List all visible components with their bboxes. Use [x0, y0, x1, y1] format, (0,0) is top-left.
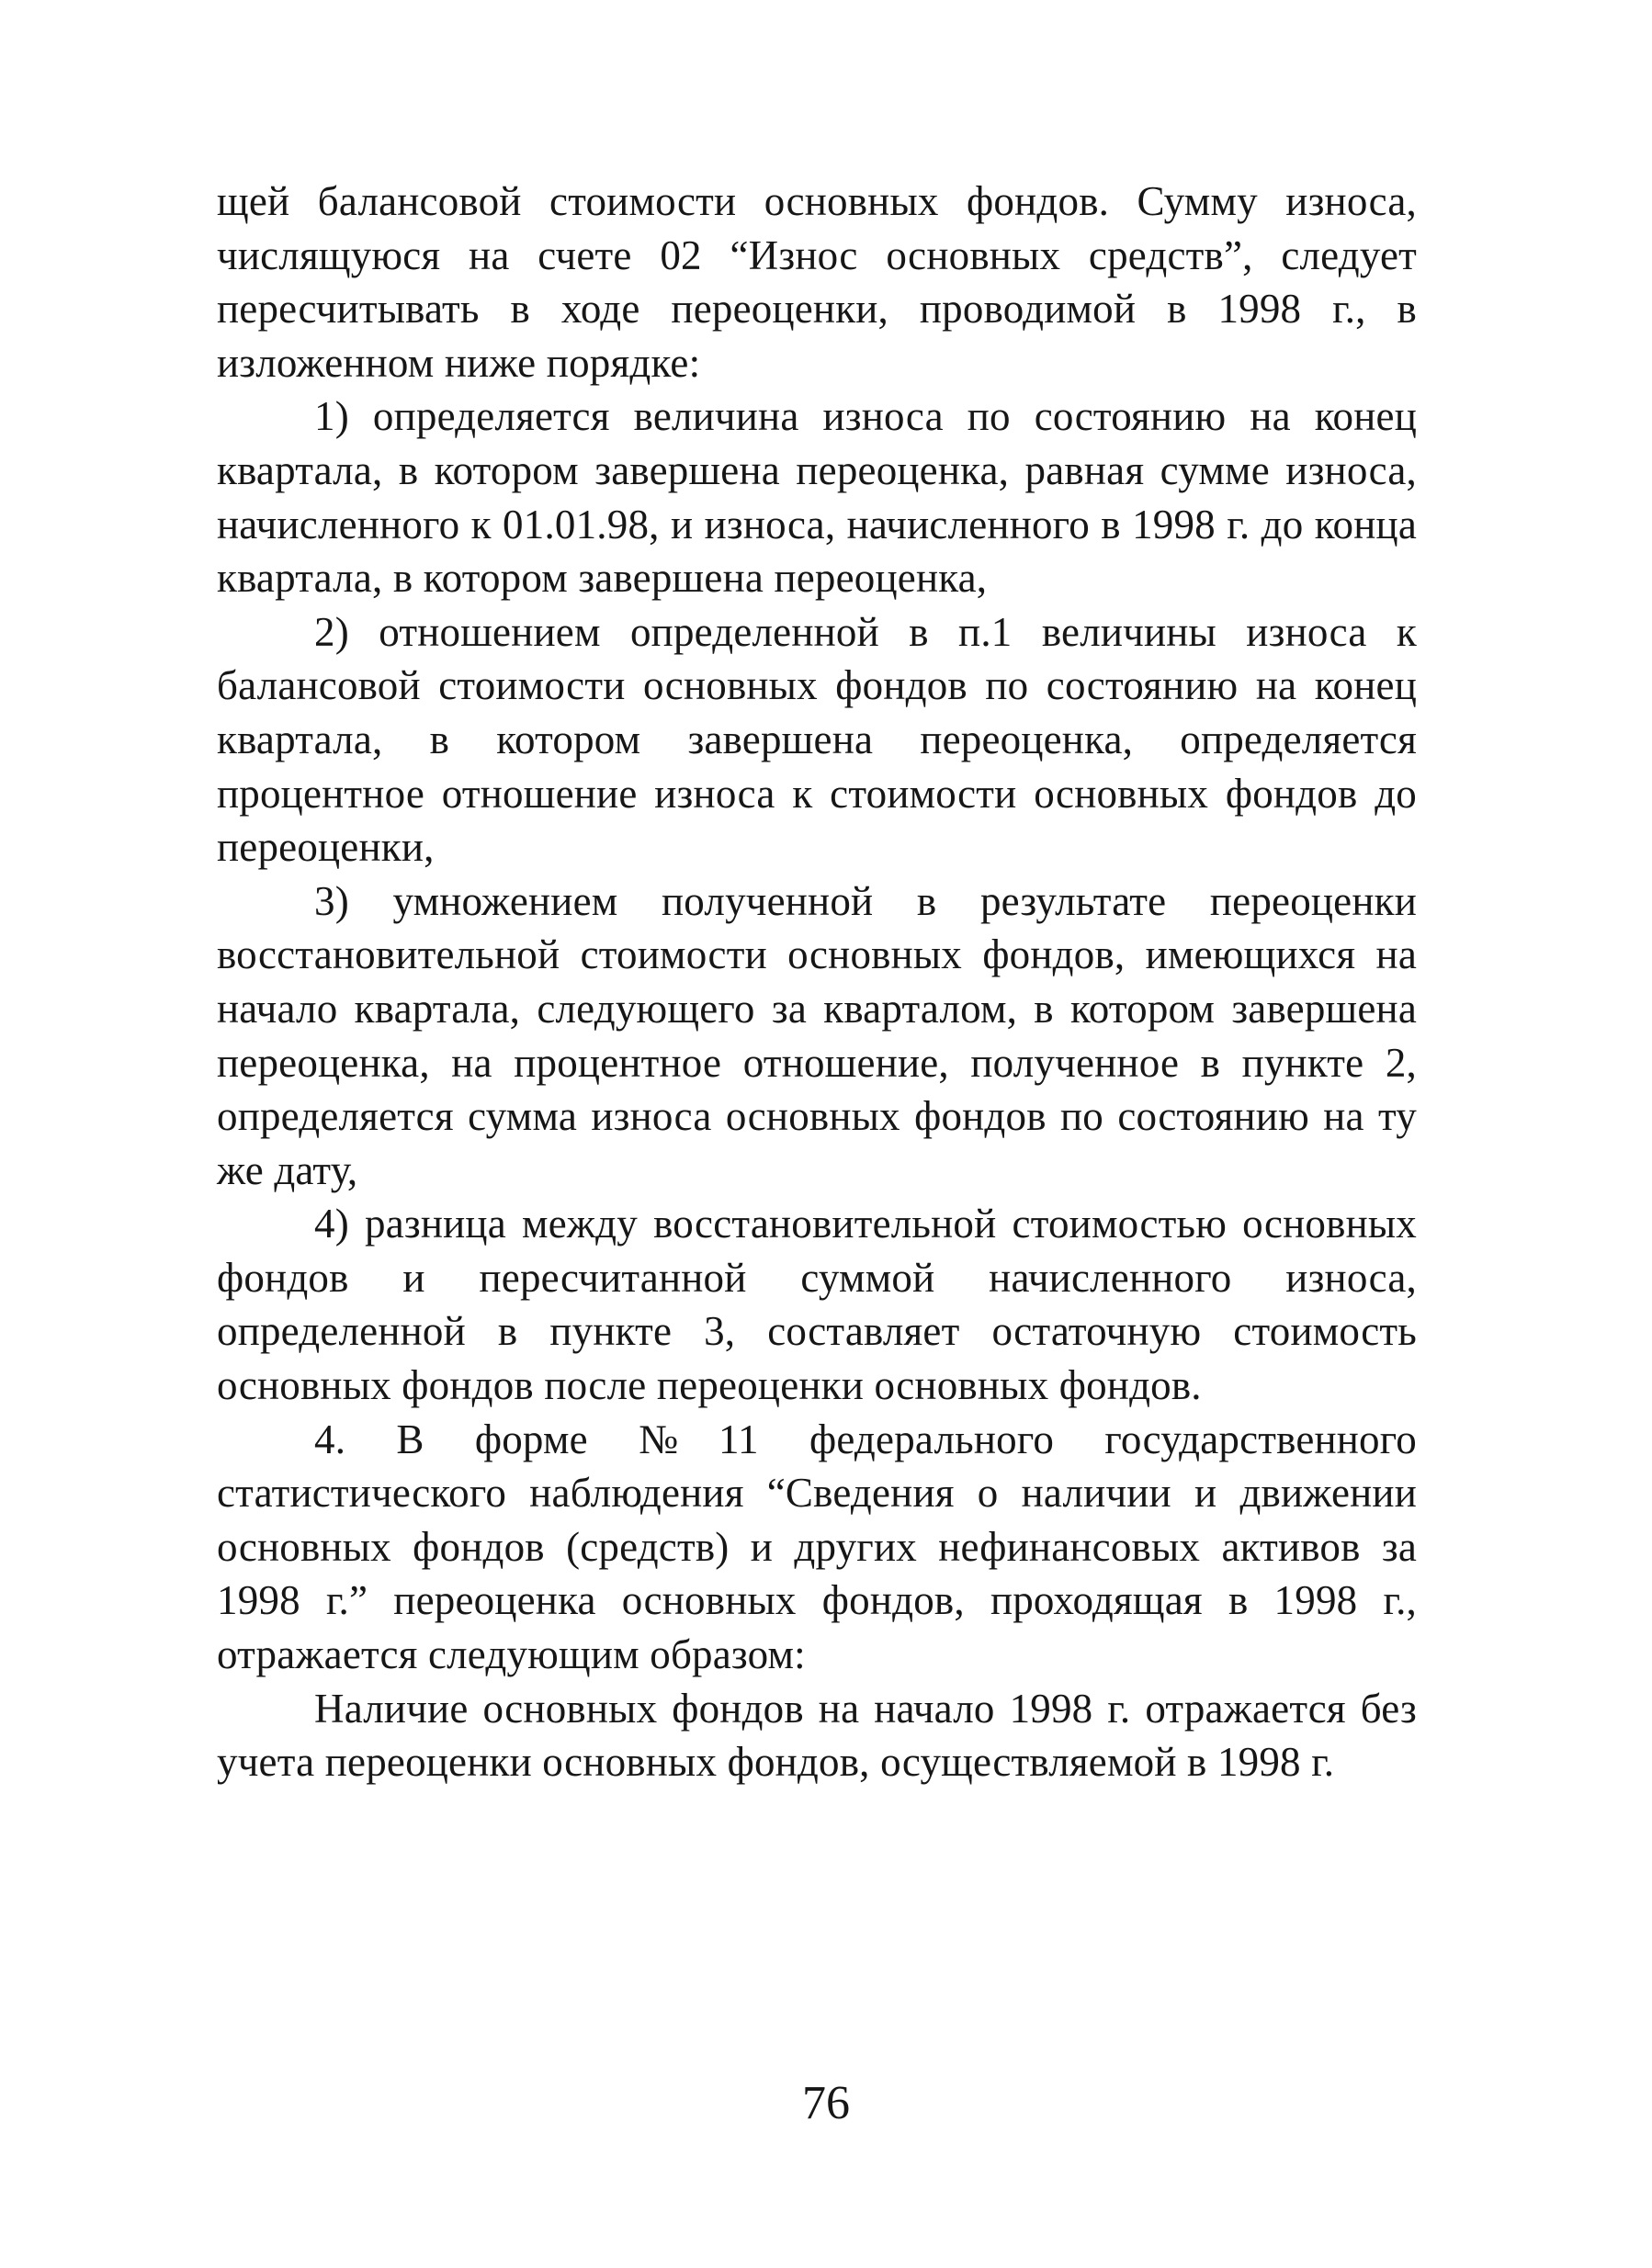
section-4-paragraph: 4. В форме №11 федерального государственного статистического наблюдения “Сведения о наличии и движении основных фондов (средств) и других нефинансовых активов за 1998 г.” переоценка основных фондов, проходящая в 1998 г., отражается следующим образом:	[217, 1416, 1417, 1678]
list-item-2: 2) отношением определенной в п.1 величины износа к балансовой стоимости основных фондов по состоянию на конец квартала, в котором завершена переоценка, определяется процентное отношение износа к стоимости основных фондов до переоценки,	[217, 608, 1417, 871]
list-item-1: 1) определяется величина износа по состоянию на конец квартала, в котором завершена переоценка, равная сумме износа, начисленного к 01.01.98, и износа, начисленного в 1998 г. до конца квартала, в котором завершена переоценка,	[217, 393, 1417, 602]
list-item-4: 4) разница между восстановительной стоимостью основных фондов и пересчитанной суммой начисленного износа, определенной в пункте 3, составляет остаточную стоимость основных фондов после переоценки основных фондов.	[217, 1201, 1417, 1409]
page-number: 76	[802, 2077, 850, 2129]
availability-paragraph: Наличие основных фондов на начало 1998 г. отражается без учета переоценки основных фондов, осуществляемой в 1998 г.	[217, 1685, 1417, 1786]
body-text	[217, 175, 1417, 1789]
list-item-3: 3) умножением полученной в результате переоценки восстановительной стоимости основных фондов, имеющихся на начало квартала, следующего за кварталом, в котором завершена переоценка, на процентное отношение, полученное в пункте 2, определяется сумма износа основных фондов по состоянию на ту же дату,	[217, 877, 1417, 1193]
paragraph-intro: щей балансовой стоимости основных фондов. Сумму износа, числящуюся на счете 02 “Износ основных средств”, следует пересчитывать в ходе переоценки, проводимой в 1998 г., в изложенном ниже порядке:	[217, 178, 1417, 386]
